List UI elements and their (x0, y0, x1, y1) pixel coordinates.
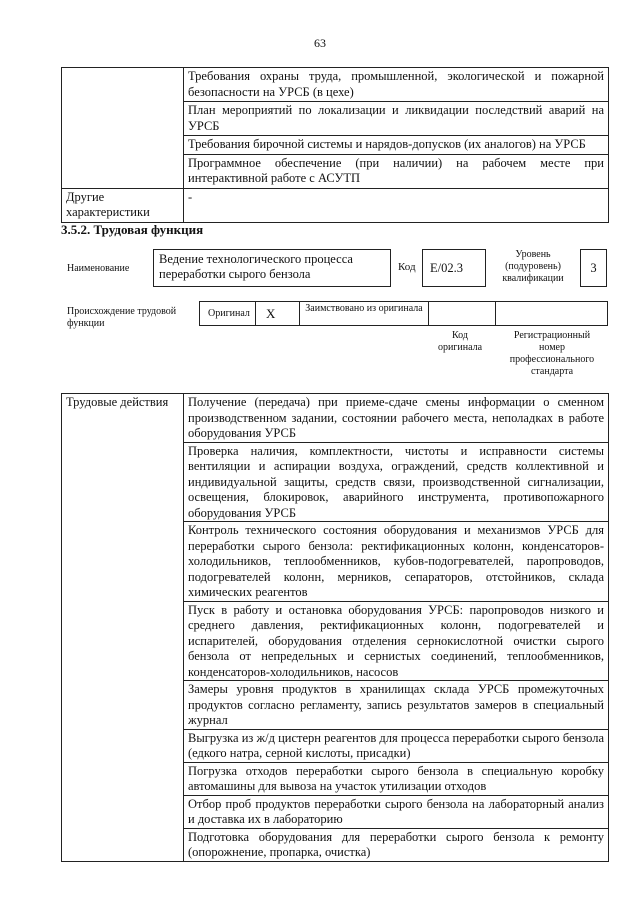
section-title: 3.5.2. Трудовая функция (61, 222, 204, 237)
page-number: 63 (314, 36, 326, 50)
table-cell-empty (62, 68, 184, 189)
table-row (62, 188, 609, 222)
reg-number-cell (495, 301, 608, 326)
requirement-item: Требования охраны труда, промышленной, экологической и пожарной безопасности на УРСБ (в цехе) (184, 68, 609, 102)
labor-action-item: Подготовка оборудования для переработки сырого бензола к ремонту (опорожнение, пропарка, очистка) (184, 828, 609, 861)
code-original-caption: Код оригинала (437, 330, 483, 353)
level-value: 3 (580, 249, 607, 287)
table-row (62, 394, 609, 443)
origin-row (199, 301, 608, 326)
requirement-item: План мероприятий по локализации и ликвидации последствий аварий на УРСБ (184, 102, 609, 136)
code-original-cell (428, 301, 496, 326)
origin-label: Происхождение трудовой функции (67, 306, 177, 329)
requirements-table (61, 67, 609, 223)
original-mark: X (255, 301, 300, 326)
original-label: Оригинал (199, 301, 256, 326)
table-row (62, 68, 609, 102)
function-name-value: Ведение технологического процесса переработки сырого бензола (153, 249, 391, 287)
reg-number-caption: Регистрационный номер профессионального стандарта (509, 330, 595, 377)
labor-action-item: Выгрузка из ж/д цистерн реагентов для процесса переработки сырого бензола (едкого натра, серной кислоты, присадки) (184, 729, 609, 762)
labor-action-item: Получение (передача) при приеме-сдаче смены информации о сменном производственном задании, состоянии рабочего места, неполадках в работе оборудования УРСБ (184, 394, 609, 443)
labor-action-item: Отбор проб продуктов переработки сырого бензола на лабораторный анализ и доставка их в лабораторию (184, 795, 609, 828)
requirement-item: Программное обеспечение (при наличии) на рабочем месте при интерактивной работе с АСУТП (184, 154, 609, 188)
code-label: Код (398, 261, 416, 273)
labor-action-item: Пуск в работу и остановка оборудования УРСБ: паропроводов низкого и среднего давления, ректификационных колонн, подогревателей и испарителей, оборудования отделения сернокислотной очистки сырого бензола от непредельных и сернистых соединений, теплообменников, конденсаторов-холодильников, насосов (184, 601, 609, 681)
requirement-item: Требования бирочной системы и нарядов-допусков (их аналогов) на УРСБ (184, 136, 609, 155)
labor-actions-table (61, 393, 609, 862)
borrowed-label: Заимствовано из оригинала (299, 301, 429, 326)
function-code-value: E/02.3 (422, 249, 486, 287)
other-characteristics-value: - (184, 188, 609, 222)
level-label: Уровень (подуровень) квалификации (502, 249, 564, 284)
labor-action-item: Контроль технического состояния оборудования и механизмов УРСБ для переработки сырого бензола: ректификационных колонн, конденсаторов-холодильников, теплообменников, кубов-подогревателей, паропроводов, подогревателей колонн, мерников, сепараторов, отстойников, склада химических реагентов (184, 522, 609, 602)
labor-actions-label: Трудовые действия (62, 394, 184, 862)
labor-action-item: Замеры уровня продуктов в хранилищах склада УРСБ промежуточных продуктов согласно регламенту, запись результатов замеров в специальный журнал (184, 681, 609, 730)
labor-action-item: Погрузка отходов переработки сырого бензола в специальную коробку автомашины для вывоза на участок утилизации отходов (184, 762, 609, 795)
name-label: Наименование (67, 263, 130, 274)
labor-action-item: Проверка наличия, комплектности, чистоты и исправности системы вентиляции и аспирации воздуха, ограждений, средств коллективной и индивидуальной защиты, средств связи, производственной сигнализации, освещения, блокировок, аварийного инструмента, противопожарного оборудования УРСБ (184, 442, 609, 522)
other-characteristics-label: Другие характеристики (62, 188, 184, 222)
